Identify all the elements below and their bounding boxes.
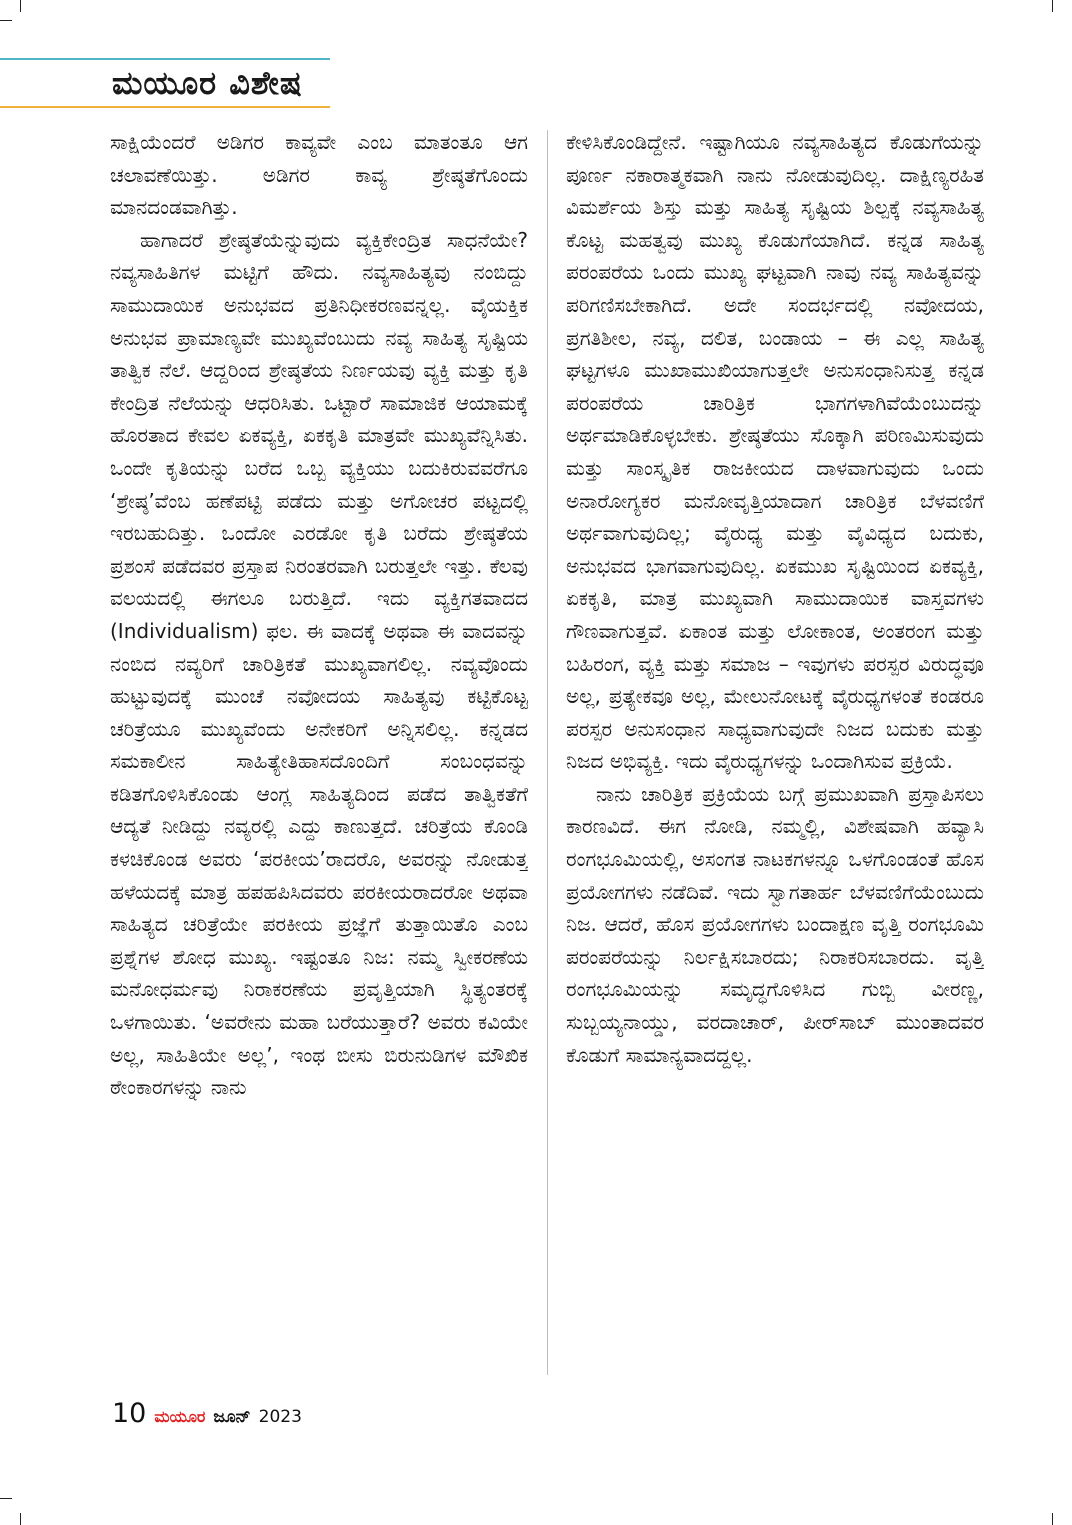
crop-mark [0, 20, 12, 21]
magazine-logo: ಮಯೂರ [154, 1407, 206, 1426]
header-accent-line-top [0, 58, 330, 60]
crop-mark [1052, 1513, 1053, 1525]
article-paragraph: ಕೇಳಿಸಿಕೊಂಡಿದ್ದೇನೆ. ಇಷ್ಟಾಗಿಯೂ ನವ್ಯಸಾಹಿತ್ಯದ ಕೊಡುಗೆಯನ್ನು ಪೂರ್ಣ ನಕಾರಾತ್ಮಕವಾಗಿ ನಾನು ನೋಡುವುದಿಲ್ಲ. ದಾಕ್ಷಿಣ್ಯರಹಿತ ವಿಮರ್ಶೆಯ ಶಿಸ್ತು ಮತ್ತು ಸಾಹಿತ್ಯ ಸೃಷ್ಟಿಯ ಶಿಲ್ಪಕ್ಕೆ ನವ್ಯಸಾಹಿತ್ಯ ಕೊಟ್ಟ ಮಹತ್ವವು ಮುಖ್ಯ ಕೊಡುಗೆಯಾಗಿದೆ. ಕನ್ನಡ ಸಾಹಿತ್ಯ ಪರಂಪರೆಯ ಒಂದು ಮುಖ್ಯ ಘಟ್ಟವಾಗಿ ನಾವು ನವ್ಯ ಸಾಹಿತ್ಯವನ್ನು ಪರಿಗಣಿಸಬೇಕಾಗಿದೆ. ಅದೇ ಸಂದರ್ಭದಲ್ಲಿ ನವೋದಯ, ಪ್ರಗತಿಶೀಲ, ನವ್ಯ, ದಲಿತ, ಬಂಡಾಯ – ಈ ಎಲ್ಲ ಸಾಹಿತ್ಯ ಘಟ್ಟಗಳೂ ಮುಖಾಮುಖಿಯಾಗುತ್ತಲೇ ಅನುಸಂಧಾನಿಸುತ್ತ ಕನ್ನಡ ಪರಂಪರೆಯ ಚಾರಿತ್ರಿಕ ಭಾಗಗಳಾಗಿವೆಯೆಂಬುದನ್ನು ಅರ್ಥಮಾಡಿಕೊಳ್ಳಬೇಕು. ಶ್ರೇಷ್ಠತೆಯು ಸೊಕ್ಕಾಗಿ ಪರಿಣಮಿಸುವುದು ಮತ್ತು ಸಾಂಸ್ಕೃತಿಕ ರಾಜಕೀಯದ ದಾಳವಾಗುವುದು ಒಂದು ಅನಾರೋಗ್ಯಕರ ಮನೋವೃತ್ತಿಯಾದಾಗ ಚಾರಿತ್ರಿಕ ಬೆಳವಣಿಗೆ ಅರ್ಥವಾಗುವುದಿಲ್ಲ; ವೈರುಧ್ಯ ಮತ್ತು ವೈವಿಧ್ಯದ ಬದುಕು, ಅನುಭವದ ಭಾಗವಾಗುವುದಿಲ್ಲ. ಏಕಮುಖ ಸೃಷ್ಟಿಯಿಂದ ಏಕವ್ಯಕ್ತಿ, ಏಕಕೃತಿ, ಮಾತ್ರ ಮುಖ್ಯವಾಗಿ ಸಾಮುದಾಯಿಕ ವಾಸ್ತವಗಳು ಗೌಣವಾಗುತ್ತವೆ. ಏಕಾಂತ ಮತ್ತು ಲೋಕಾಂತ, ಅಂತರಂಗ ಮತ್ತು ಬಹಿರಂಗ, ವ್ಯಕ್ತಿ ಮತ್ತು ಸಮಾಜ – ಇವುಗಳು ಪರಸ್ಪರ ವಿರುದ್ಧವೂ ಅಲ್ಲ, ಪ್ರತ್ಯೇಕವೂ ಅಲ್ಲ, ಮೇಲುನೋಟಕ್ಕೆ ವೈರುಧ್ಯಗಳಂತೆ ಕಂಡರೂ ಪರಸ್ಪರ ಅನುಸಂಧಾನ ಸಾಧ್ಯವಾಗುವುದೇ ನಿಜದ ಬದುಕು ಮತ್ತು ನಿಜದ ಅಭಿವ್ಯಕ್ತಿ. ಇದು ವೈರುಧ್ಯಗಳನ್ನು ಒಂದಾಗಿಸುವ ಪ್ರಕ್ರಿಯೆ. [566, 130, 984, 774]
crop-mark [20, 0, 21, 12]
article-column-right [566, 126, 984, 1376]
header-accent-line-bottom [0, 106, 330, 108]
column-divider [547, 130, 548, 1375]
article-column-left [110, 126, 528, 1376]
crop-mark [0, 1498, 12, 1499]
crop-mark [1052, 0, 1053, 12]
issue-year: 2023 [258, 1407, 302, 1427]
article-paragraph: ನಾನು ಚಾರಿತ್ರಿಕ ಪ್ರಕ್ರಿಯೆಯ ಬಗ್ಗೆ ಪ್ರಮುಖವಾಗಿ ಪ್ರಸ್ತಾಪಿಸಲು ಕಾರಣವಿದೆ. ಈಗ ನೋಡಿ, ನಮ್ಮಲ್ಲಿ, ವಿಶೇಷವಾಗಿ ಹವ್ಯಾಸಿ ರಂಗಭೂಮಿಯಲ್ಲಿ, ಅಸಂಗತ ನಾಟಕಗಳನ್ನೂ ಒಳಗೊಂಡಂತೆ ಹೊಸ ಪ್ರಯೋಗಗಳು ನಡೆದಿವೆ. ಇದು ಸ್ವಾಗತಾರ್ಹ ಬೆಳವಣಿಗೆಯೆಂಬುದು ನಿಜ. ಆದರೆ, ಹೊಸ ಪ್ರಯೋಗಗಳು ಬಂದಾಕ್ಷಣ ವೃತ್ತಿ ರಂಗಭೂಮಿ ಪರಂಪರೆಯನ್ನು ನಿರ್ಲಕ್ಷಿಸಬಾರದು; ನಿರಾಕರಿಸಬಾರದು. ವೃತ್ತಿ ರಂಗಭೂಮಿಯನ್ನು ಸಮೃದ್ಧಗೊಳಿಸಿದ ಗುಬ್ಬಿ ವೀರಣ್ಣ, ಸುಬ್ಬಯ್ಯನಾಯ್ಡು, ವರದಾಚಾರ್, ಪೀರ್‌ಸಾಬ್ ಮುಂತಾದವರ ಕೊಡುಗೆ ಸಾಮಾನ್ಯವಾದದ್ದಲ್ಲ. [566, 781, 984, 1067]
page-number: 10 [112, 1398, 147, 1429]
crop-mark [20, 1513, 21, 1525]
article-paragraph: ಸಾಕ್ಷಿಯೆಂದರೆ ಅಡಿಗರ ಕಾವ್ಯವೇ ಎಂಬ ಮಾತಂತೂ ಆಗ ಚಲಾವಣೆಯಿತ್ತು. ಅಡಿಗರ ಕಾವ್ಯ ಶ್ರೇಷ್ಠತೆಗೊಂದು ಮಾನದಂಡವಾಗಿತ್ತು. [110, 130, 528, 220]
issue-month: ಜೂನ್ [213, 1407, 251, 1427]
section-title: ಮಯೂರ ವಿಶೇಷ [112, 64, 303, 102]
page-footer [112, 1398, 302, 1432]
article-paragraph: ಹಾಗಾದರೆ ಶ್ರೇಷ್ಠತೆಯೆನ್ನುವುದು ವ್ಯಕ್ತಿಕೇಂದ್ರಿತ ಸಾಧನೆಯೇ? ನವ್ಯಸಾಹಿತಿಗಳ ಮಟ್ಟಿಗೆ ಹೌದು. ನವ್ಯಸಾಹಿತ್ಯವು ನಂಬಿದ್ದು ಸಾಮುದಾಯಿಕ ಅನುಭವದ ಪ್ರತಿನಿಧೀಕರಣವನ್ನಲ್ಲ. ವೈಯಕ್ತಿಕ ಅನುಭವ ಪ್ರಾಮಾಣ್ಯವೇ ಮುಖ್ಯವೆಂಬುದು ನವ್ಯ ಸಾಹಿತ್ಯ ಸೃಷ್ಟಿಯ ತಾತ್ವಿಕ ನೆಲೆ. ಆದ್ದರಿಂದ ಶ್ರೇಷ್ಠತೆಯ ನಿರ್ಣಯವು ವ್ಯಕ್ತಿ ಮತ್ತು ಕೃತಿ ಕೇಂದ್ರಿತ ನೆಲೆಯನ್ನು ಆಧರಿಸಿತು. ಒಟ್ಟಾರೆ ಸಾಮಾಜಿಕ ಆಯಾಮಕ್ಕೆ ಹೊರತಾದ ಕೇವಲ ಏಕವ್ಯಕ್ತಿ, ಏಕಕೃತಿ ಮಾತ್ರವೇ ಮುಖ್ಯವೆನ್ನಿಸಿತು. ಒಂದೇ ಕೃತಿಯನ್ನು ಬರೆದ ಒಬ್ಬ ವ್ಯಕ್ತಿಯು ಬದುಕಿರುವವರೆಗೂ ‘ಶ್ರೇಷ್ಠ’ವೆಂಬ ಹಣೆಪಟ್ಟಿ ಪಡೆದು ಮತ್ತು ಅಗೋಚರ ಪಟ್ಟದಲ್ಲಿ ಇರಬಹುದಿತ್ತು. ಒಂದೋ ಎರಡೋ ಕೃತಿ ಬರೆದು ಶ್ರೇಷ್ಠತೆಯ ಪ್ರಶಂಸೆ ಪಡೆದವರ ಪ್ರಸ್ತಾಪ ನಿರಂತರವಾಗಿ ಬರುತ್ತಲೇ ಇತ್ತು. ಕೆಲವು ವಲಯದಲ್ಲಿ ಈಗಲೂ ಬರುತ್ತಿದೆ. ಇದು ವ್ಯಕ್ತಿಗತವಾದದ (Individualism) ಫಲ. ಈ ವಾದಕ್ಕೆ ಅಥವಾ ಈ ವಾದವನ್ನು ನಂಬಿದ ನವ್ಯರಿಗೆ ಚಾರಿತ್ರಿಕತೆ ಮುಖ್ಯವಾಗಲಿಲ್ಲ. ನವ್ಯವೊಂದು ಹುಟ್ಟುವುದಕ್ಕೆ ಮುಂಚೆ ನವೋದಯ ಸಾಹಿತ್ಯವು ಕಟ್ಟಿಕೊಟ್ಟ ಚರಿತ್ರೆಯೂ ಮುಖ್ಯವೆಂದು ಅನೇಕರಿಗೆ ಅನ್ನಿಸಲಿಲ್ಲ. ಕನ್ನಡದ ಸಮಕಾಲೀನ ಸಾಹಿತ್ಯೇತಿಹಾಸದೊಂದಿಗೆ ಸಂಬಂಧವನ್ನು ಕಡಿತಗೊಳಿಸಿಕೊಂಡು ಆಂಗ್ಲ ಸಾಹಿತ್ಯದಿಂದ ಪಡೆದ ತಾತ್ವಿಕತೆಗೆ ಆದ್ಯತೆ ನೀಡಿದ್ದು ನವ್ಯರಲ್ಲಿ ಎದ್ದು ಕಾಣುತ್ತದೆ. ಚರಿತ್ರೆಯ ಕೊಂಡಿ ಕಳಚಿಕೊಂಡ ಅವರು ‘ಪರಕೀಯ’ರಾದರೊ, ಅವರನ್ನು ನೋಡುತ್ತ ಹಳೆಯದಕ್ಕೆ ಮಾತ್ರ ಹಪಹಪಿಸಿದವರು ಪರಕೀಯರಾದರೋ ಅಥವಾ ಸಾಹಿತ್ಯದ ಚರಿತ್ರೆಯೇ ಪರಕೀಯ ಪ್ರಜ್ಞೆಗೆ ತುತ್ತಾಯಿತೊ ಎಂಬ ಪ್ರಶ್ನೆಗಳ ಶೋಧ ಮುಖ್ಯ. ಇಷ್ಟಂತೂ ನಿಜ: ನಮ್ಮ ಸ್ವೀಕರಣೆಯ ಮನೋಧರ್ಮವು ನಿರಾಕರಣೆಯ ಪ್ರವೃತ್ತಿಯಾಗಿ ಸ್ಥಿತ್ಯಂತರಕ್ಕೆ ಒಳಗಾಯಿತು. ‘ಅವರೇನು ಮಹಾ ಬರೆಯುತ್ತಾರೆ? ಅವರು ಕವಿಯೇ ಅಲ್ಲ, ಸಾಹಿತಿಯೇ ಅಲ್ಲ’, ಇಂಥ ಬೀಸು ಬಿರುನುಡಿಗಳ ಮೌಖಿಕ ಠೇಂಕಾರಗಳನ್ನು ನಾನು [110, 227, 528, 1100]
